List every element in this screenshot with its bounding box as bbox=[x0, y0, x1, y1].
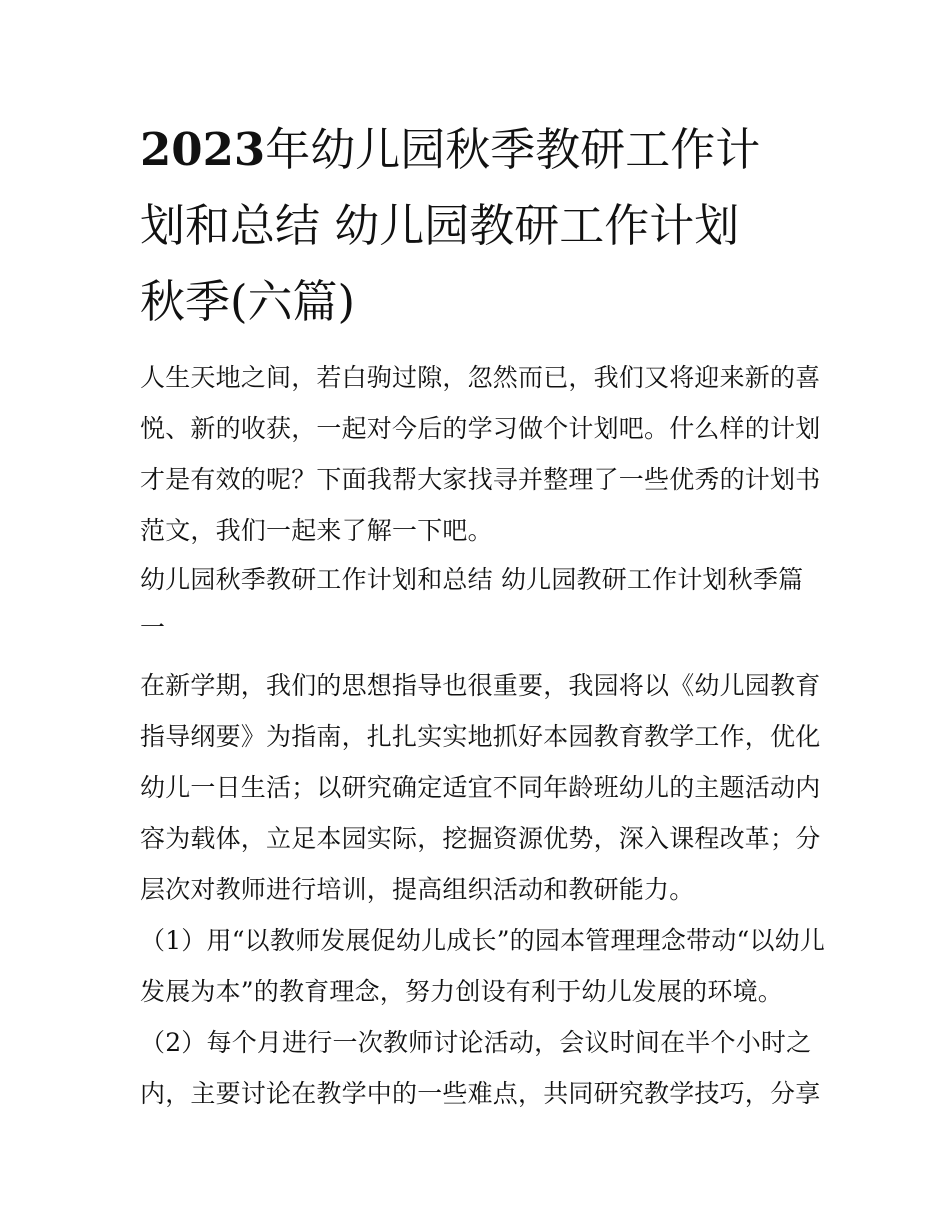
intro-line: 范文，我们一起来了解一下吧。 bbox=[140, 516, 493, 545]
list-item-line: （1）用“以教师发展促幼儿成长”的园本管理理念带动“以幼儿 bbox=[140, 926, 826, 955]
document-title bbox=[140, 112, 820, 340]
paragraph-line: 在新学期，我们的思想指导也很重要，我园将以《幼儿园教育 bbox=[140, 671, 821, 700]
section-heading-line: 幼儿园秋季教研工作计划和总结 幼儿园教研工作计划秋季篇 bbox=[140, 565, 804, 594]
section-heading-line: 一 bbox=[140, 613, 166, 642]
list-item-line: （2）每个月进行一次教师讨论活动，会议时间在半个小时之 bbox=[140, 1028, 812, 1057]
list-item-1 bbox=[140, 915, 826, 1017]
intro-paragraph bbox=[140, 352, 820, 556]
paragraph-line: 容为载体，立足本园实际，挖掘资源优势，深入课程改革；分 bbox=[140, 824, 821, 853]
intro-line: 悦、新的收获，一起对今后的学习做个计划吧。什么样的计划 bbox=[140, 414, 821, 443]
section-heading bbox=[140, 556, 820, 652]
document-body bbox=[140, 352, 826, 1119]
paragraph-line: 指导纲要》为指南，扎扎实实地抓好本园教育教学工作，优化 bbox=[140, 722, 821, 751]
intro-line: 才是有效的呢？下面我帮大家找寻并整理了一些优秀的计划书 bbox=[140, 465, 821, 494]
intro-line: 人生天地之间，若白驹过隙，忽然而已，我们又将迎来新的喜 bbox=[140, 363, 821, 392]
list-item-2 bbox=[140, 1017, 820, 1119]
paragraph-line: 幼儿一日生活；以研究确定适宜不同年龄班幼儿的主题活动内 bbox=[140, 773, 821, 802]
title-year: 2023 bbox=[140, 123, 266, 176]
paragraph-1 bbox=[140, 660, 820, 915]
list-item-line: 发展为本”的教育理念，努力创设有利于幼儿发展的环境。 bbox=[140, 977, 783, 1006]
title-text: 年幼儿园秋季教研工作计 划和总结 幼儿园教研工作计划 秋季(六篇) bbox=[140, 123, 761, 328]
list-item-line: 内，主要讨论在教学中的一些难点，共同研究教学技巧，分享 bbox=[140, 1079, 821, 1108]
paragraph-line: 层次对教师进行培训，提高组织活动和教研能力。 bbox=[140, 875, 695, 904]
